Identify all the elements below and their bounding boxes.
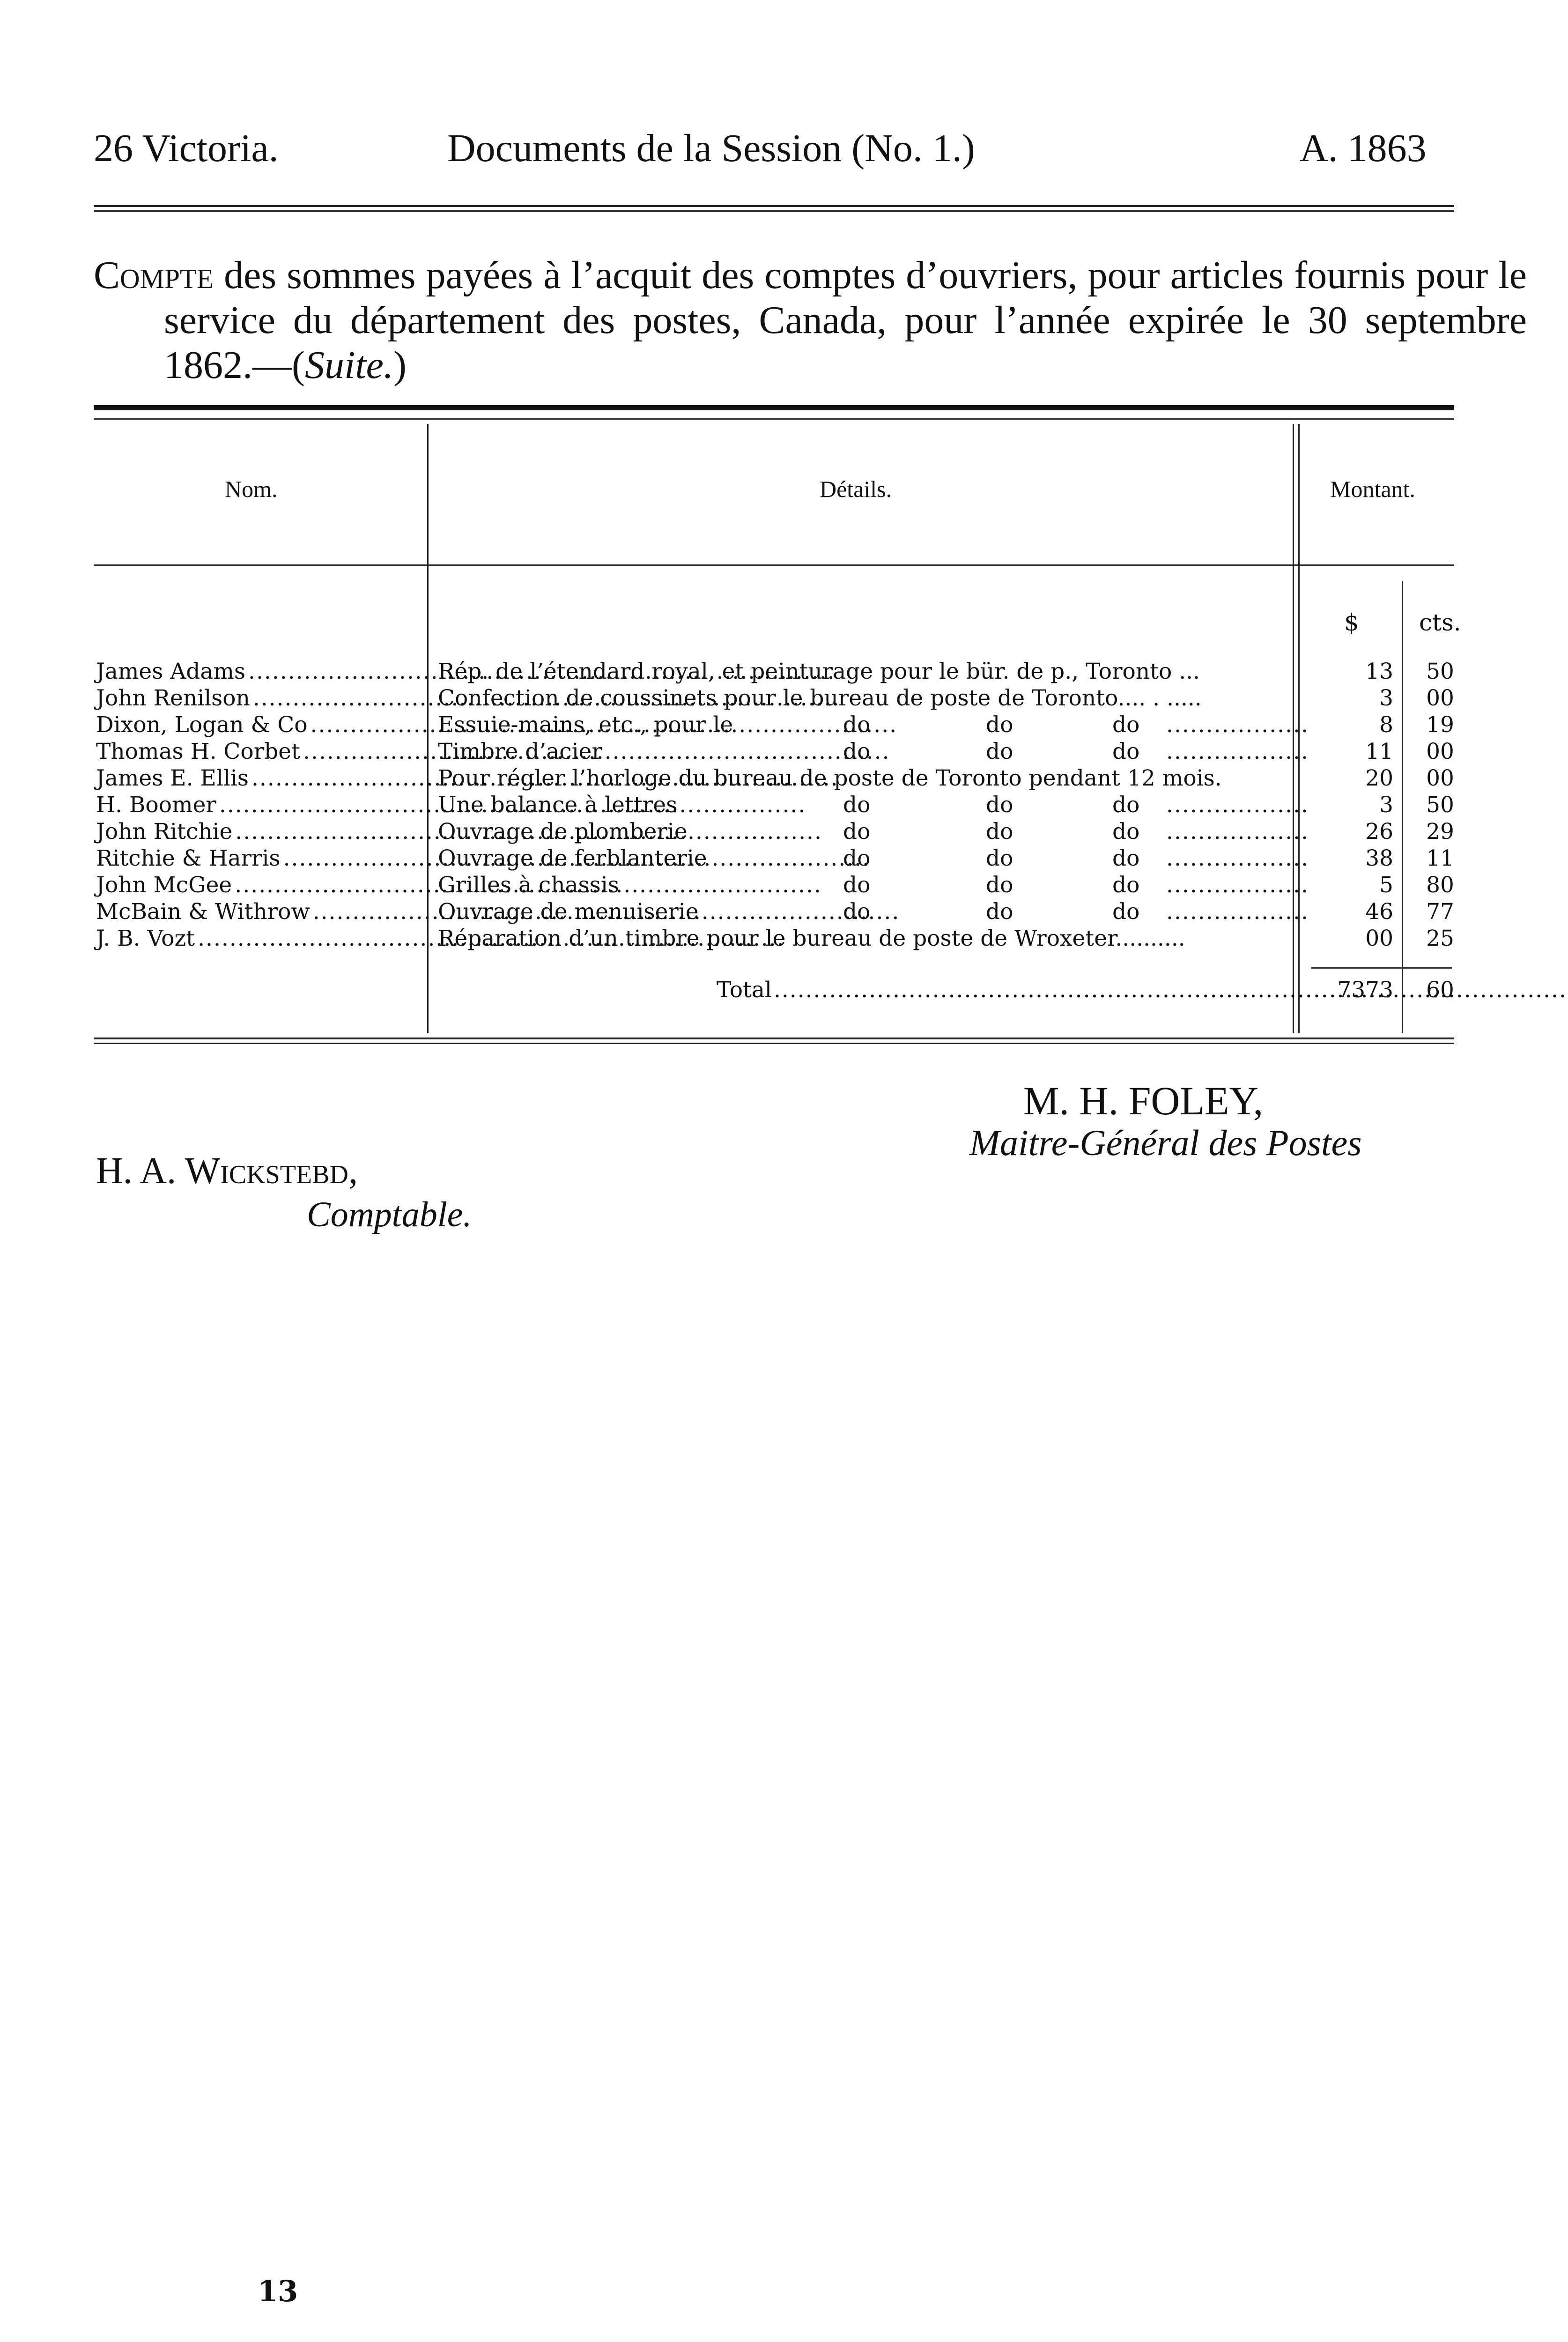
signature-left-name-text: H. A. Wickstebd, xyxy=(96,1150,358,1192)
row-ditto-leader: .................. xyxy=(1166,792,1309,818)
intro-close: ) xyxy=(393,343,407,387)
row-name-text: Dixon, Logan & Co xyxy=(96,712,308,738)
total-rule-dollars xyxy=(1311,967,1452,969)
row-name xyxy=(96,898,424,926)
intro-paragraph xyxy=(94,253,1527,388)
row-name-text: Thomas H. Corbet xyxy=(96,739,300,764)
signature-left-name xyxy=(96,1150,358,1193)
column-header-amount: Montant. xyxy=(1330,476,1415,502)
row-detail: Une balance à lettres xyxy=(438,792,678,818)
row-cents: 19 xyxy=(1426,712,1454,738)
row-ditto: do xyxy=(843,739,871,764)
row-dollars: 20 xyxy=(1365,765,1393,791)
row-name xyxy=(96,872,424,899)
row-ditto: do xyxy=(843,792,871,818)
table-bottom-rule xyxy=(94,1038,1454,1044)
row-cents: 25 xyxy=(1426,926,1454,951)
header-left: 26 Victoria. xyxy=(94,126,279,170)
row-ditto: do xyxy=(843,819,871,845)
row-dollars: 3 xyxy=(1379,792,1393,818)
header-rule xyxy=(94,205,1454,212)
column-divider-cents xyxy=(1402,581,1403,1033)
row-name xyxy=(96,738,424,765)
signature-right-name: M. H. FOLEY, xyxy=(1023,1078,1264,1123)
row-cents: 29 xyxy=(1426,819,1454,845)
row-name-text: J. B. Vozt xyxy=(96,926,195,951)
row-ditto: do xyxy=(1112,845,1140,871)
row-cents: 77 xyxy=(1426,899,1454,925)
row-ditto: do xyxy=(986,712,1013,738)
row-cents: 00 xyxy=(1426,765,1454,791)
row-ditto: do xyxy=(986,739,1013,764)
row-name xyxy=(96,845,424,872)
total-cents: 60 xyxy=(1426,977,1454,1003)
header-center: Documents de la Session (No. 1.) xyxy=(447,126,975,170)
row-ditto: do xyxy=(843,845,871,871)
row-dollars: 3 xyxy=(1379,685,1393,711)
row-cents: 11 xyxy=(1426,845,1454,871)
row-name xyxy=(96,765,424,792)
table-top-rule xyxy=(94,405,1454,410)
row-name-text: H. Boomer xyxy=(96,792,216,818)
row-ditto: do xyxy=(986,819,1013,845)
row-ditto: do xyxy=(1112,739,1140,764)
row-cents: 50 xyxy=(1426,659,1454,684)
row-ditto-leader: .................. xyxy=(1166,712,1309,738)
row-detail: Ouvrage de ferblanterie xyxy=(438,845,707,871)
column-header-details: Détails. xyxy=(820,476,892,502)
row-dollars: 26 xyxy=(1365,819,1393,845)
intro-lead: Compte xyxy=(94,253,214,297)
row-cents: 80 xyxy=(1426,872,1454,898)
row-name-text: James Adams xyxy=(96,659,246,684)
row-cents: 00 xyxy=(1426,739,1454,764)
row-detail: Ouvrage de plomberie xyxy=(438,819,688,845)
row-detail: Essuie-mains, etc., pour le xyxy=(438,712,733,738)
row-detail: Timbre d’acier xyxy=(438,739,602,764)
row-detail: Pour régler l’horloge du bureau de poste de Toronto pendant 12 mois. xyxy=(438,765,1222,791)
row-name xyxy=(96,792,424,819)
row-ditto: do xyxy=(986,845,1013,871)
row-ditto: do xyxy=(1112,899,1140,925)
table-top-rule-inner xyxy=(94,418,1454,420)
row-ditto: do xyxy=(1112,872,1140,898)
row-ditto-leader: .................. xyxy=(1166,872,1309,898)
total-label xyxy=(717,977,1293,1004)
row-name-text: McBain & Withrow xyxy=(96,899,310,925)
row-detail: Rép. de l’étendard royal, et peinturage pour le bür. de p., Toronto ... xyxy=(438,659,1200,684)
row-name-text: John Ritchie xyxy=(96,819,233,845)
row-ditto-leader: .................. xyxy=(1166,899,1309,925)
row-dollars: 5 xyxy=(1379,872,1393,898)
row-ditto: do xyxy=(843,872,871,898)
row-name xyxy=(96,658,424,685)
row-ditto: do xyxy=(986,872,1013,898)
row-name-text: John McGee xyxy=(96,872,232,898)
row-ditto: do xyxy=(843,899,871,925)
row-dollars: 13 xyxy=(1365,659,1393,684)
row-ditto: do xyxy=(1112,792,1140,818)
row-detail: Grilles à chassis xyxy=(438,872,619,898)
row-detail: Réparation d’un timbre pour le bureau de poste de Wroxeter.......... xyxy=(438,926,1185,951)
row-ditto: do xyxy=(843,712,871,738)
row-name xyxy=(96,711,424,739)
row-ditto: do xyxy=(986,792,1013,818)
signature-left-title: Comptable. xyxy=(307,1195,472,1234)
page-number: 13 xyxy=(258,2274,298,2308)
row-ditto: do xyxy=(986,899,1013,925)
row-name-text: John Renilson xyxy=(96,685,250,711)
header-right: A. 1863 xyxy=(1300,126,1427,170)
column-header-rule xyxy=(94,564,1454,566)
row-cents: 00 xyxy=(1426,685,1454,711)
row-ditto: do xyxy=(1112,712,1140,738)
row-ditto-leader: .................. xyxy=(1166,819,1309,845)
row-ditto: do xyxy=(1112,819,1140,845)
row-ditto-leader: .................. xyxy=(1166,845,1309,871)
row-name xyxy=(96,818,424,845)
row-dollars: 38 xyxy=(1365,845,1393,871)
row-ditto-leader: .................. xyxy=(1166,739,1309,764)
row-cents: 50 xyxy=(1426,792,1454,818)
row-detail: Confection de coussinets pour le bureau de poste de Toronto.... . ..... xyxy=(438,685,1202,711)
cents-label: cts. xyxy=(1419,609,1461,636)
dollar-sign-label: $ xyxy=(1344,609,1359,636)
intro-suite: Suite. xyxy=(304,343,393,387)
row-name-text: James E. Ellis xyxy=(96,765,249,791)
column-header-name: Nom. xyxy=(225,476,278,502)
row-dollars: 46 xyxy=(1365,899,1393,925)
total-dollars: 7373 xyxy=(1337,977,1393,1003)
total-label-text: Total xyxy=(717,977,772,1003)
signature-right-title: Maitre-Général des Postes xyxy=(969,1122,1362,1163)
intro-text: des sommes payées à l’acquit des comptes d’ouvriers, pour articles fournis pour le service du département des postes, Canada, pour l’année expirée le 30 septembre 1862.—( xyxy=(164,253,1527,387)
row-name xyxy=(96,685,424,712)
row-dollars: 00 xyxy=(1365,926,1393,951)
row-name xyxy=(96,925,424,952)
row-dollars: 8 xyxy=(1379,712,1393,738)
row-name-text: Ritchie & Harris xyxy=(96,845,281,871)
row-dollars: 11 xyxy=(1365,739,1393,764)
row-detail: Ouvrage de menuiserie xyxy=(438,899,699,925)
